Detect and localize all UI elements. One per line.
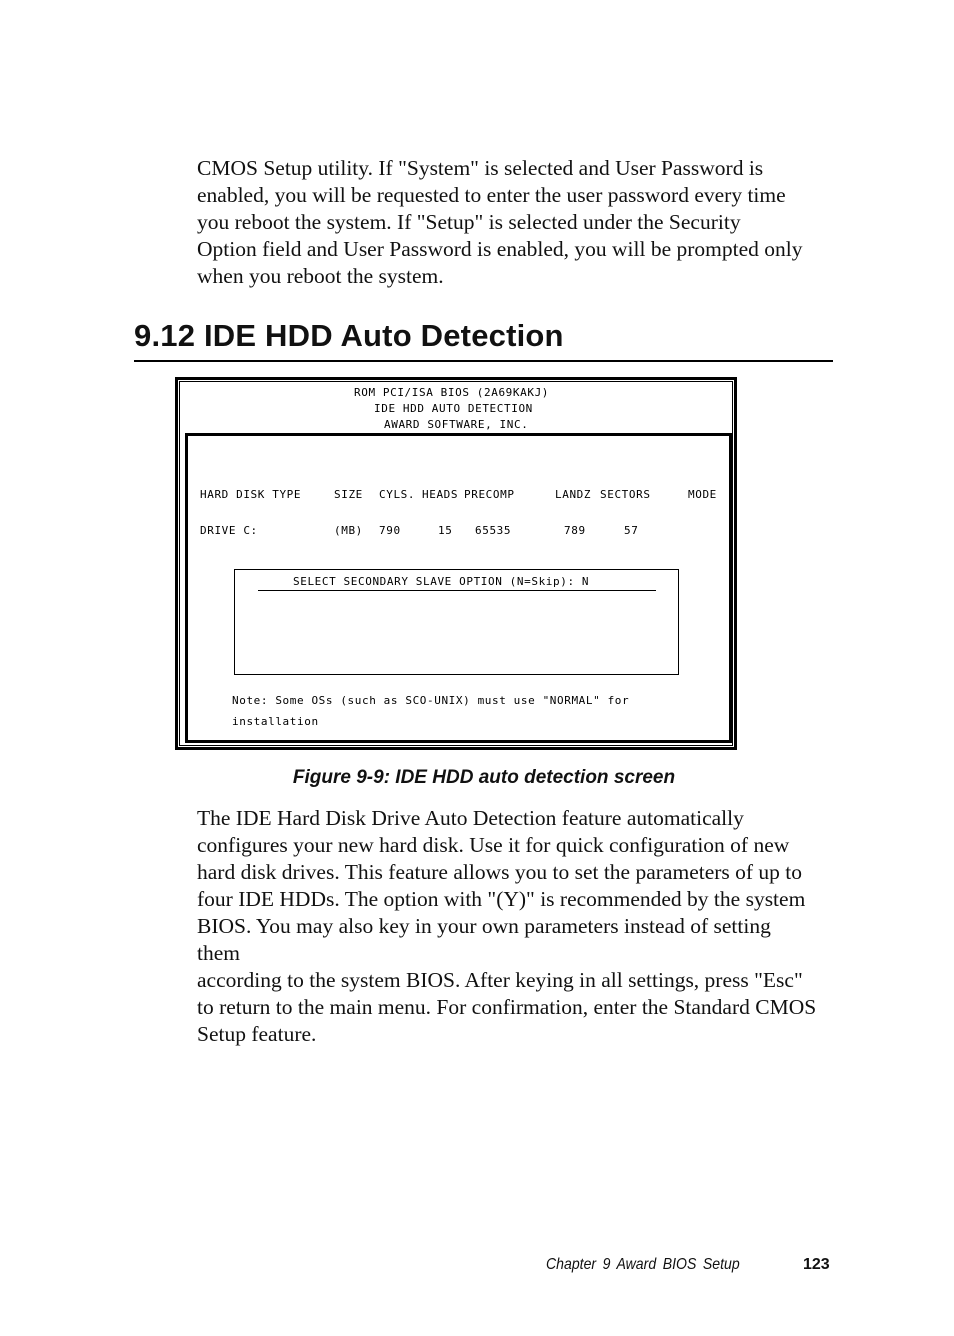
select-option-prompt: SELECT SECONDARY SLAVE OPTION (N=Skip): N [293,575,590,588]
intro-line: you reboot the system. If "Setup" is selected under the Security [197,210,741,234]
drive-heads: 15 [438,524,453,537]
bios-title-line: AWARD SOFTWARE, INC. [384,418,529,431]
intro-line: when you reboot the system. [197,264,444,288]
header-size: SIZE [334,488,363,501]
drive-sectors: 57 [624,524,639,537]
header-precomp: PRECOMP [464,488,515,501]
select-option-box [234,569,679,675]
body-line: them [197,941,240,965]
header-landz: LANDZ [555,488,592,501]
footer-chapter-title: Chapter 9 Award BIOS Setup [546,1256,740,1273]
body-line: to return to the main menu. For confirmation, enter the Standard CMOS [197,995,817,1019]
body-line: BIOS. You may also key in your own parameters instead of setting [197,914,771,938]
body-line: Setup feature. [197,1022,317,1046]
intro-line: Option field and User Password is enabled, you will be prompted only [197,237,803,261]
intro-line: enabled, you will be requested to enter the user password every time [197,183,786,207]
body-line: configures your new hard disk. Use it for quick configuration of new [197,833,790,857]
body-paragraph [197,805,837,1048]
header-sectors: SECTORS [600,488,651,501]
heading-rule [134,360,833,362]
body-line: The IDE Hard Disk Drive Auto Detection feature automatically [197,806,744,830]
bios-inner-panel [185,433,732,743]
section-heading: 9.12 IDE HDD Auto Detection [134,318,564,353]
body-line: four IDE HDDs. The option with "(Y)" is recommended by the system [197,887,806,911]
header-mode: MODE [688,488,717,501]
intro-paragraph [197,155,837,290]
drive-size: (MB) [334,524,363,537]
bios-screen-figure [175,377,737,750]
header-heads: HEADS [422,488,459,501]
intro-line: CMOS Setup utility. If "System" is selected and User Password is [197,156,764,180]
header-hard-disk-type: HARD DISK TYPE [200,488,302,501]
drive-name: DRIVE C: [200,524,258,537]
bios-title-line: IDE HDD AUTO DETECTION [374,402,533,415]
figure-caption: Figure 9-9: IDE HDD auto detection screen [292,767,676,788]
body-line: according to the system BIOS. After keying in all settings, press "Esc" [197,968,803,992]
drive-landz: 789 [564,524,586,537]
bios-title-line: ROM PCI/ISA BIOS (2A69KAKJ) [354,386,550,399]
bios-note-line: installation [232,715,319,728]
drive-precomp: 65535 [475,524,512,537]
drive-cyls: 790 [379,524,401,537]
page-number: 123 [803,1256,830,1273]
select-option-underline [258,590,656,591]
body-line: hard disk drives. This feature allows you to set the parameters of up to [197,860,803,884]
bios-note-line: Note: Some OSs (such as SCO-UNIX) must use "NORMAL" for [232,694,630,707]
header-cyls: CYLS. [379,488,416,501]
